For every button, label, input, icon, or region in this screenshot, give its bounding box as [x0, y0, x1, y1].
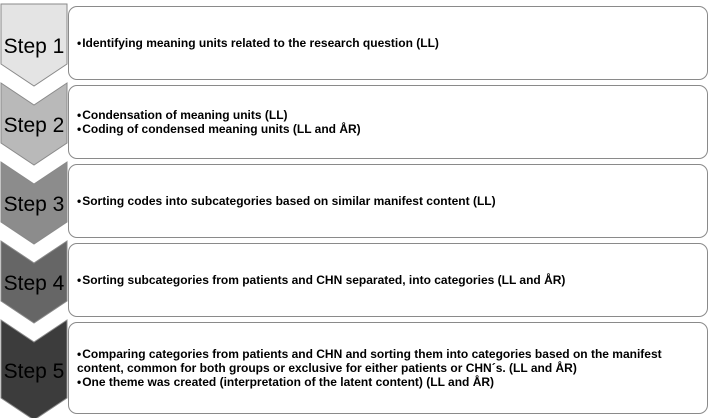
bullet-text: Coding of condensed meaning units (LL and ÅR): [82, 122, 361, 136]
step-5-label: Step 5: [3, 360, 65, 383]
bullet-dot: •: [77, 347, 82, 361]
step-1-label: Step 1: [3, 35, 65, 58]
step-5-bullet: [77, 347, 701, 375]
step-4-box: [68, 243, 708, 317]
bullet-dot: •: [77, 375, 82, 389]
step-3-box: [68, 164, 708, 238]
bullet-text: Sorting codes into subcategories based on similar manifest content (LL): [82, 194, 496, 208]
bullet-dot: •: [77, 273, 82, 287]
bullet-text: Sorting subcategories from patients and CHN separated, into categories (LL and ÅR): [82, 273, 566, 287]
step-2-label: Step 2: [3, 114, 65, 137]
step-3-label: Step 3: [3, 193, 65, 216]
step-5-box: [68, 322, 708, 414]
bullet-dot: •: [77, 194, 82, 208]
bullet-text: Condensation of meaning units (LL): [82, 108, 288, 122]
bullet-dot: •: [77, 122, 82, 136]
step-4-label: Step 4: [3, 272, 65, 295]
step-1-bullet: [77, 36, 701, 50]
bullet-dot: •: [77, 108, 82, 122]
step-5-bullet: [77, 375, 701, 389]
bullet-text: Identifying meaning units related to the research question (LL): [82, 36, 439, 50]
step-3-bullet: [77, 194, 701, 208]
step-4-bullet: [77, 273, 701, 287]
bullet-text: Comparing categories from patients and CHN and sorting them into categories based on the manifest content, common for both groups or exclusive for either patients or CHN´s. (LL and ÅR): [77, 347, 662, 375]
bullet-dot: •: [77, 36, 82, 50]
step-2-bullet: [77, 108, 701, 122]
step-2-bullet: [77, 122, 701, 136]
bullet-text: One theme was created (interpretation of the latent content) (LL and ÅR): [82, 375, 495, 389]
step-2-box: [68, 85, 708, 159]
step-1-box: [68, 6, 708, 80]
